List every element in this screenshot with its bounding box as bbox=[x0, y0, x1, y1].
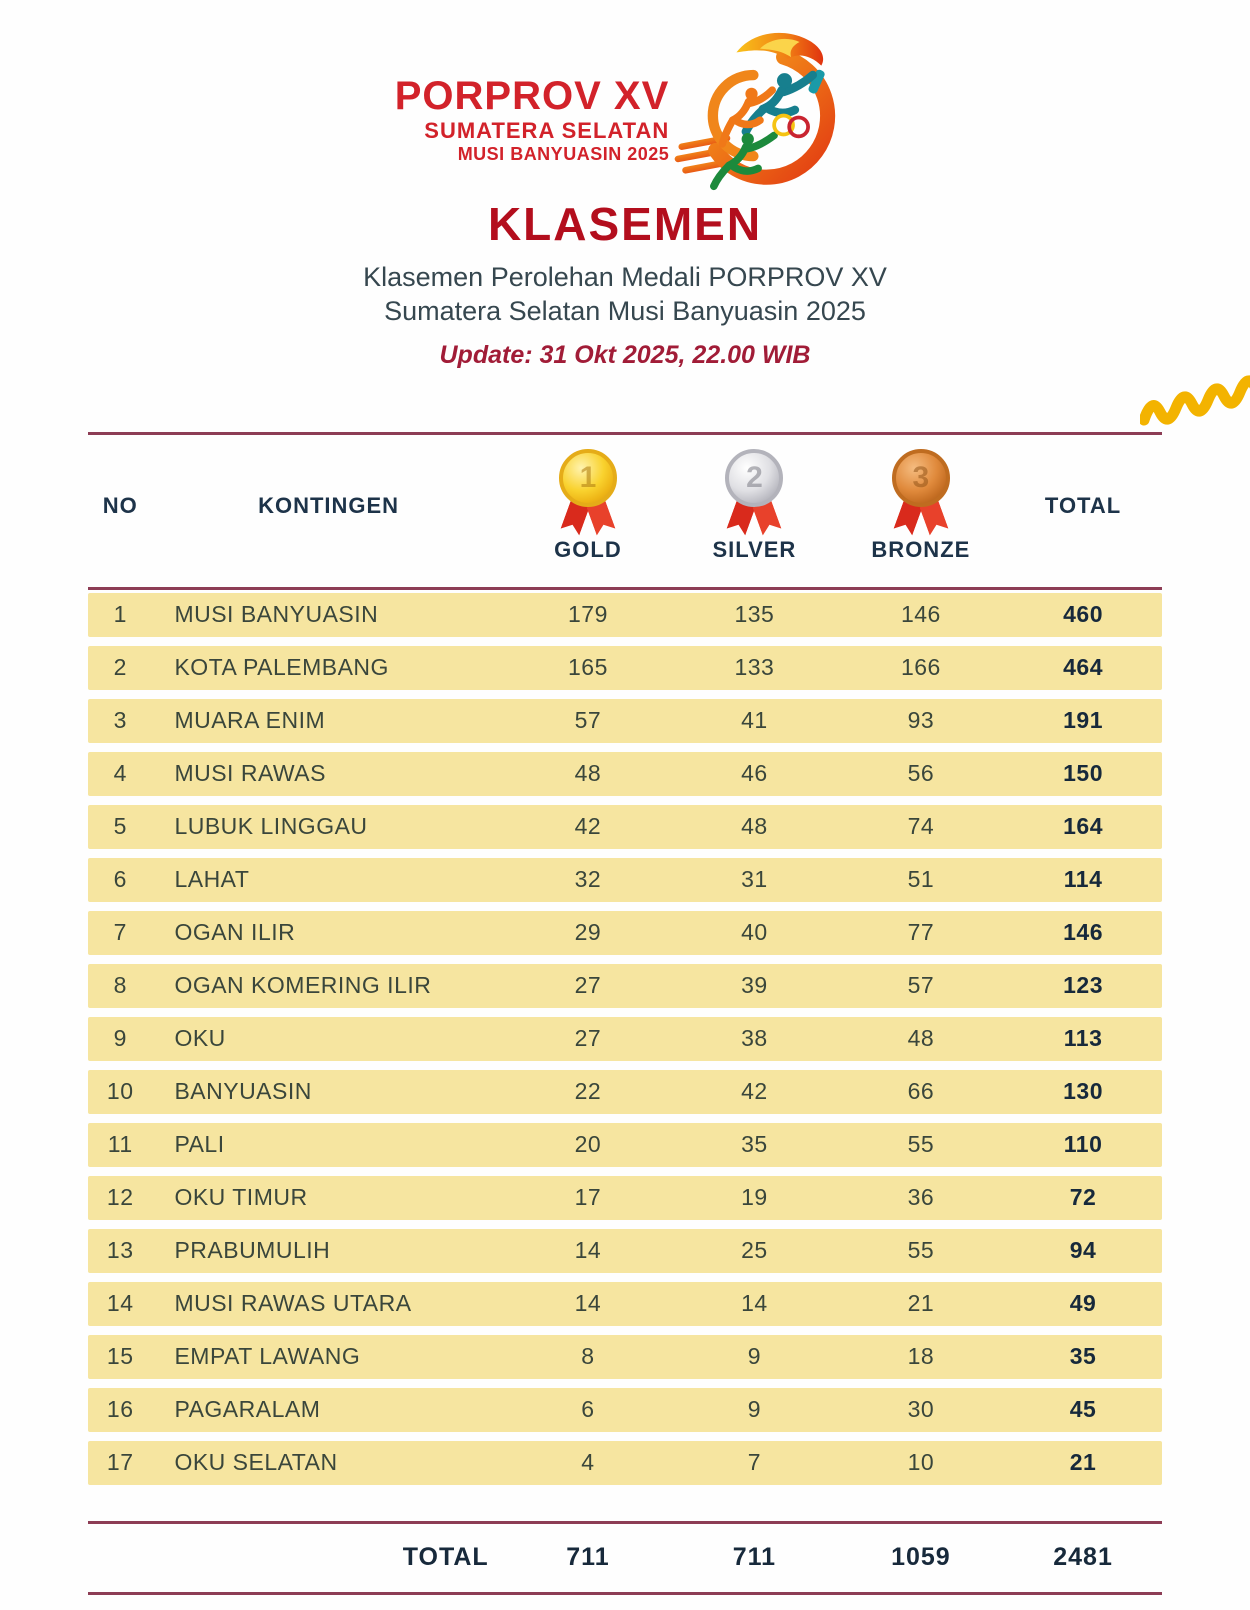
header-total-label: TOTAL bbox=[1044, 492, 1122, 518]
cell-gold: 165 bbox=[568, 654, 608, 681]
cell-kontingen: PRABUMULIH bbox=[174, 1237, 331, 1264]
table-header-row bbox=[88, 435, 1162, 587]
cell-no: 11 bbox=[107, 1131, 133, 1158]
cell-total: 94 bbox=[1069, 1237, 1097, 1264]
cell-no: 1 bbox=[113, 601, 127, 628]
cell-no: 8 bbox=[113, 972, 127, 999]
table-row bbox=[88, 1441, 1162, 1485]
cell-gold: 8 bbox=[581, 1343, 595, 1370]
cell-no: 17 bbox=[106, 1449, 134, 1476]
cell-silver: 19 bbox=[741, 1184, 768, 1211]
cell-total: 72 bbox=[1069, 1184, 1097, 1211]
cell-kontingen: KOTA PALEMBANG bbox=[174, 654, 389, 681]
table-row bbox=[88, 1335, 1162, 1379]
footer-total-label: TOTAL bbox=[402, 1543, 489, 1572]
porprov-logo-art-icon bbox=[665, 26, 855, 191]
yellow-squiggle-icon bbox=[1140, 370, 1250, 440]
cell-total: 113 bbox=[1063, 1025, 1103, 1052]
cell-total: 21 bbox=[1069, 1449, 1097, 1476]
table-footer-row bbox=[88, 1524, 1162, 1592]
silver-medal-icon bbox=[721, 449, 787, 533]
table-row bbox=[88, 1229, 1162, 1273]
cell-no: 14 bbox=[106, 1290, 134, 1317]
cell-no: 13 bbox=[106, 1237, 134, 1264]
cell-no: 6 bbox=[113, 866, 127, 893]
header-total bbox=[1004, 435, 1162, 587]
cell-silver: 39 bbox=[741, 972, 768, 999]
cell-total: 123 bbox=[1063, 972, 1103, 999]
cell-total: 130 bbox=[1063, 1078, 1103, 1105]
cell-silver: 133 bbox=[734, 654, 775, 681]
cell-kontingen: OGAN KOMERING ILIR bbox=[174, 972, 432, 999]
cell-silver: 14 bbox=[741, 1290, 768, 1317]
cell-bronze: 56 bbox=[907, 760, 935, 787]
table-row bbox=[88, 646, 1162, 690]
cell-silver: 135 bbox=[734, 601, 775, 628]
bronze-medal-icon bbox=[888, 449, 954, 533]
cell-total: 164 bbox=[1063, 813, 1103, 840]
header-gold-label: GOLD bbox=[554, 536, 622, 562]
cell-gold: 32 bbox=[574, 866, 602, 893]
cell-silver: 48 bbox=[741, 813, 768, 840]
header-kontingen bbox=[152, 435, 504, 587]
cell-silver: 46 bbox=[741, 760, 768, 787]
header-no bbox=[88, 435, 152, 587]
cell-kontingen: MUARA ENIM bbox=[174, 707, 326, 734]
footer-grand-total: 2481 bbox=[1053, 1543, 1113, 1572]
cell-total: 464 bbox=[1063, 654, 1103, 681]
cell-no: 12 bbox=[106, 1184, 134, 1211]
gold-medal-icon bbox=[555, 449, 621, 533]
cell-total: 110 bbox=[1063, 1131, 1103, 1158]
cell-kontingen: OKU bbox=[174, 1025, 226, 1052]
cell-kontingen: OKU SELATAN bbox=[174, 1449, 338, 1476]
cell-gold: 14 bbox=[574, 1290, 602, 1317]
cell-total: 150 bbox=[1063, 760, 1103, 787]
event-logo bbox=[0, 0, 1250, 191]
cell-kontingen: EMPAT LAWANG bbox=[174, 1343, 361, 1370]
table-row bbox=[88, 752, 1162, 796]
header-bronze bbox=[838, 435, 1004, 587]
cell-gold: 4 bbox=[581, 1449, 595, 1476]
cell-kontingen: LUBUK LINGGAU bbox=[174, 813, 368, 840]
cell-bronze: 30 bbox=[907, 1396, 935, 1423]
cell-total: 114 bbox=[1063, 866, 1103, 893]
footer-silver-total: 711 bbox=[732, 1543, 777, 1572]
gold-coin: 1 bbox=[559, 449, 617, 507]
table-row bbox=[88, 1282, 1162, 1326]
table-row bbox=[88, 964, 1162, 1008]
cell-silver: 40 bbox=[741, 919, 768, 946]
cell-kontingen: PAGARALAM bbox=[174, 1396, 321, 1423]
cell-no: 16 bbox=[106, 1396, 134, 1423]
cell-no: 9 bbox=[113, 1025, 127, 1052]
header-silver-label: SILVER bbox=[712, 536, 797, 562]
logo-text-block bbox=[395, 76, 670, 163]
cell-no: 4 bbox=[113, 760, 127, 787]
cell-gold: 57 bbox=[574, 707, 602, 734]
cell-gold: 48 bbox=[574, 760, 602, 787]
table-row bbox=[88, 699, 1162, 743]
cell-bronze: 21 bbox=[907, 1290, 935, 1317]
cell-gold: 29 bbox=[574, 919, 602, 946]
cell-silver: 9 bbox=[747, 1343, 762, 1370]
cell-bronze: 51 bbox=[907, 866, 935, 893]
cell-total: 460 bbox=[1063, 601, 1103, 628]
subtitle-line-1: Klasemen Perolehan Medali PORPROV XV bbox=[363, 261, 887, 292]
table-row bbox=[88, 1123, 1162, 1167]
cell-no: 15 bbox=[106, 1343, 134, 1370]
cell-silver: 38 bbox=[741, 1025, 768, 1052]
footer-gold-total: 711 bbox=[566, 1543, 610, 1572]
cell-bronze: 93 bbox=[907, 707, 935, 734]
cell-gold: 27 bbox=[574, 1025, 602, 1052]
cell-total: 35 bbox=[1069, 1343, 1097, 1370]
cell-kontingen: BANYUASIN bbox=[174, 1078, 312, 1105]
header-no-label: NO bbox=[102, 492, 138, 518]
cell-no: 3 bbox=[113, 707, 127, 734]
cell-bronze: 10 bbox=[907, 1449, 935, 1476]
cell-bronze: 74 bbox=[907, 813, 935, 840]
cell-kontingen: MUSI RAWAS bbox=[174, 760, 326, 787]
update-timestamp: Update: 31 Okt 2025, 22.00 WIB bbox=[439, 340, 811, 369]
cell-kontingen: OKU TIMUR bbox=[174, 1184, 308, 1211]
header-silver bbox=[671, 435, 837, 587]
cell-bronze: 36 bbox=[907, 1184, 935, 1211]
table-row bbox=[88, 1176, 1162, 1220]
cell-kontingen: MUSI RAWAS UTARA bbox=[174, 1290, 412, 1317]
table-row bbox=[88, 858, 1162, 902]
table-row bbox=[88, 911, 1162, 955]
cell-bronze: 48 bbox=[907, 1025, 935, 1052]
cell-kontingen: MUSI BANYUASIN bbox=[174, 601, 379, 628]
cell-gold: 20 bbox=[574, 1131, 602, 1158]
logo-subtitle-2: MUSI BANYUASIN 2025 bbox=[457, 144, 670, 164]
cell-silver: 7 bbox=[747, 1449, 762, 1476]
cell-bronze: 55 bbox=[907, 1237, 935, 1264]
cell-bronze: 57 bbox=[907, 972, 935, 999]
page-title: KLASEMEN bbox=[487, 198, 763, 250]
page-subtitle bbox=[0, 260, 1250, 329]
cell-silver: 25 bbox=[741, 1237, 768, 1264]
cell-silver: 31 bbox=[741, 866, 768, 893]
cell-kontingen: PALI bbox=[174, 1131, 225, 1158]
cell-silver: 35 bbox=[741, 1131, 768, 1158]
cell-bronze: 166 bbox=[900, 654, 941, 681]
cell-total: 49 bbox=[1069, 1290, 1097, 1317]
subtitle-line-2: Sumatera Selatan Musi Banyuasin 2025 bbox=[384, 296, 866, 327]
cell-total: 45 bbox=[1069, 1396, 1097, 1423]
logo-subtitle-1: SUMATERA SELATAN bbox=[424, 118, 670, 143]
cell-bronze: 18 bbox=[907, 1343, 935, 1370]
cell-no: 7 bbox=[113, 919, 127, 946]
cell-gold: 14 bbox=[574, 1237, 602, 1264]
bronze-coin: 3 bbox=[892, 449, 950, 507]
table-row bbox=[88, 1388, 1162, 1432]
table-row bbox=[88, 1070, 1162, 1114]
cell-gold: 179 bbox=[568, 601, 608, 628]
divider-bottom bbox=[88, 1592, 1162, 1595]
cell-silver: 9 bbox=[747, 1396, 762, 1423]
silver-coin: 2 bbox=[725, 449, 783, 507]
cell-total: 191 bbox=[1063, 707, 1103, 734]
cell-bronze: 55 bbox=[907, 1131, 935, 1158]
cell-kontingen: LAHAT bbox=[174, 866, 250, 893]
table-row bbox=[88, 805, 1162, 849]
medal-table bbox=[88, 432, 1162, 1595]
cell-bronze: 66 bbox=[907, 1078, 935, 1105]
header-kontingen-label: KONTINGEN bbox=[258, 492, 400, 518]
cell-total: 146 bbox=[1063, 919, 1103, 946]
cell-silver: 42 bbox=[741, 1078, 768, 1105]
table-row bbox=[88, 1017, 1162, 1061]
table-row bbox=[88, 593, 1162, 637]
cell-gold: 42 bbox=[574, 813, 602, 840]
cell-no: 10 bbox=[106, 1078, 134, 1105]
footer-bronze-total: 1059 bbox=[891, 1543, 951, 1572]
header-gold bbox=[505, 435, 671, 587]
cell-bronze: 77 bbox=[907, 919, 935, 946]
cell-no: 5 bbox=[113, 813, 127, 840]
cell-bronze: 146 bbox=[900, 601, 941, 628]
cell-silver: 41 bbox=[741, 707, 768, 734]
cell-gold: 6 bbox=[581, 1396, 595, 1423]
cell-kontingen: OGAN ILIR bbox=[174, 919, 296, 946]
logo-title: PORPROV XV bbox=[394, 74, 670, 118]
cell-no: 2 bbox=[113, 654, 127, 681]
cell-gold: 22 bbox=[574, 1078, 602, 1105]
header-bronze-label: BRONZE bbox=[871, 536, 971, 562]
cell-gold: 17 bbox=[574, 1184, 602, 1211]
cell-gold: 27 bbox=[574, 972, 602, 999]
table-body bbox=[88, 590, 1162, 1485]
